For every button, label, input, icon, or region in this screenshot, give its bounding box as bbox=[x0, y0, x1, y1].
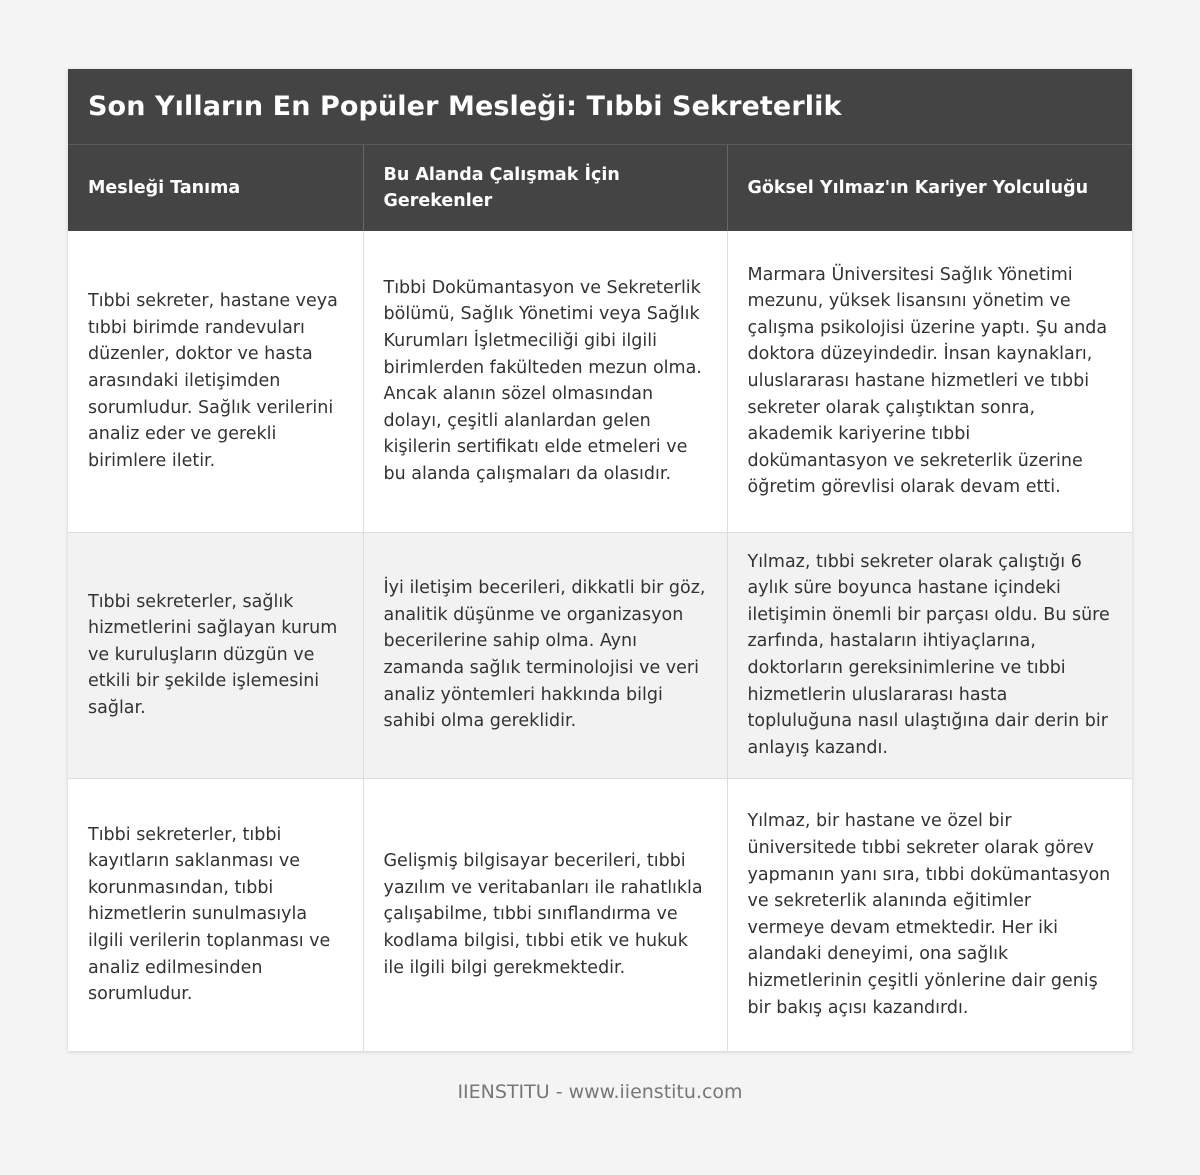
column-header-kariyer-yolculugu: Göksel Yılmaz'ın Kariyer Yolculuğu bbox=[727, 145, 1132, 231]
table-header bbox=[68, 145, 1132, 231]
table-cell: Marmara Üniversitesi Sağlık Yönetimi mezunu, yüksek lisansını yönetim ve çalışma psikolojisi üzerine yaptı. Şu anda doktora düzeyindedir. İnsan kaynakları, uluslararası hastane hizmetleri ve tıbbi sekreter olarak çalıştıktan sonra, akademik kariyerine tıbbi dokümantasyon ve sekreterlik üzerine öğretim görevlisi olarak devam etti. bbox=[727, 231, 1132, 532]
table-cell: Tıbbi sekreterler, sağlık hizmetlerini sağlayan kurum ve kuruluşların düzgün ve etkili bir şekilde işlemesini sağlar. bbox=[68, 532, 363, 778]
table-cell: Tıbbi sekreter, hastane veya tıbbi birimde randevuları düzenler, doktor ve hasta arasındaki iletişimden sorumludur. Sağlık verilerini analiz eder ve gerekli birimlere iletir. bbox=[68, 231, 363, 532]
column-header-gerekenler: Bu Alanda Çalışmak İçin Gerekenler bbox=[363, 145, 727, 231]
table-row bbox=[68, 532, 1132, 778]
table-cell: Tıbbi Dokümantasyon ve Sekreterlik bölümü, Sağlık Yönetimi veya Sağlık Kurumları İşletmeciliği gibi ilgili birimlerden fakülteden mezun olma. Ancak alanın sözel olmasından dolayı, çeşitli alanlardan gelen kişilerin sertifikatı elde etmeleri ve bu alanda çalışmaları da olasıdır. bbox=[363, 231, 727, 532]
table-row bbox=[68, 231, 1132, 532]
info-card bbox=[68, 69, 1132, 1051]
table-cell: Gelişmiş bilgisayar becerileri, tıbbi yazılım ve veritabanları ile rahatlıkla çalışabilme, tıbbi sınıflandırma ve kodlama bilgisi, tıbbi etik ve hukuk ile ilgili bilgi gerekmektedir. bbox=[363, 778, 727, 1051]
column-header-meslegi-tanima: Mesleği Tanıma bbox=[68, 145, 363, 231]
table-body bbox=[68, 231, 1132, 1051]
table-row bbox=[68, 778, 1132, 1051]
table-cell: İyi iletişim becerileri, dikkatli bir göz, analitik düşünme ve organizasyon becerilerine sahip olma. Aynı zamanda sağlık terminolojisi ve veri analiz yöntemleri hakkında bilgi sahibi olma gereklidir. bbox=[363, 532, 727, 778]
page-title: Son Yılların En Popüler Mesleği: Tıbbi Sekreterlik bbox=[88, 91, 842, 122]
table-cell: Yılmaz, tıbbi sekreter olarak çalıştığı 6 aylık süre boyunca hastane içindeki iletişimin önemli bir parçası oldu. Bu süre zarfında, hastaların ihtiyaçlarına, doktorların gereksinimlerine ve tıbbi hizmetlerin uluslararası hasta topluluğuna nasıl ulaştığına dair derin bir anlayış kazandı. bbox=[727, 532, 1132, 778]
table-cell: Tıbbi sekreterler, tıbbi kayıtların saklanması ve korunmasından, tıbbi hizmetlerin sunulmasıyla ilgili verilerin toplanması ve analiz edilmesinden sorumludur. bbox=[68, 778, 363, 1051]
info-table bbox=[68, 145, 1132, 1051]
table-cell: Yılmaz, bir hastane ve özel bir üniversitede tıbbi sekreter olarak görev yapmanın yanı sıra, tıbbi dokümantasyon ve sekreterlik alanında eğitimler vermeye devam etmektedir. Her iki alandaki deneyimi, ona sağlık hizmetlerinin çeşitli yönlerine dair geniş bir bakış açısı kazandırdı. bbox=[747, 811, 1111, 1018]
footer-credit: IIENSTITU - www.iienstitu.com bbox=[457, 1081, 743, 1103]
title-bar bbox=[68, 69, 1132, 145]
header-row bbox=[68, 145, 1132, 231]
